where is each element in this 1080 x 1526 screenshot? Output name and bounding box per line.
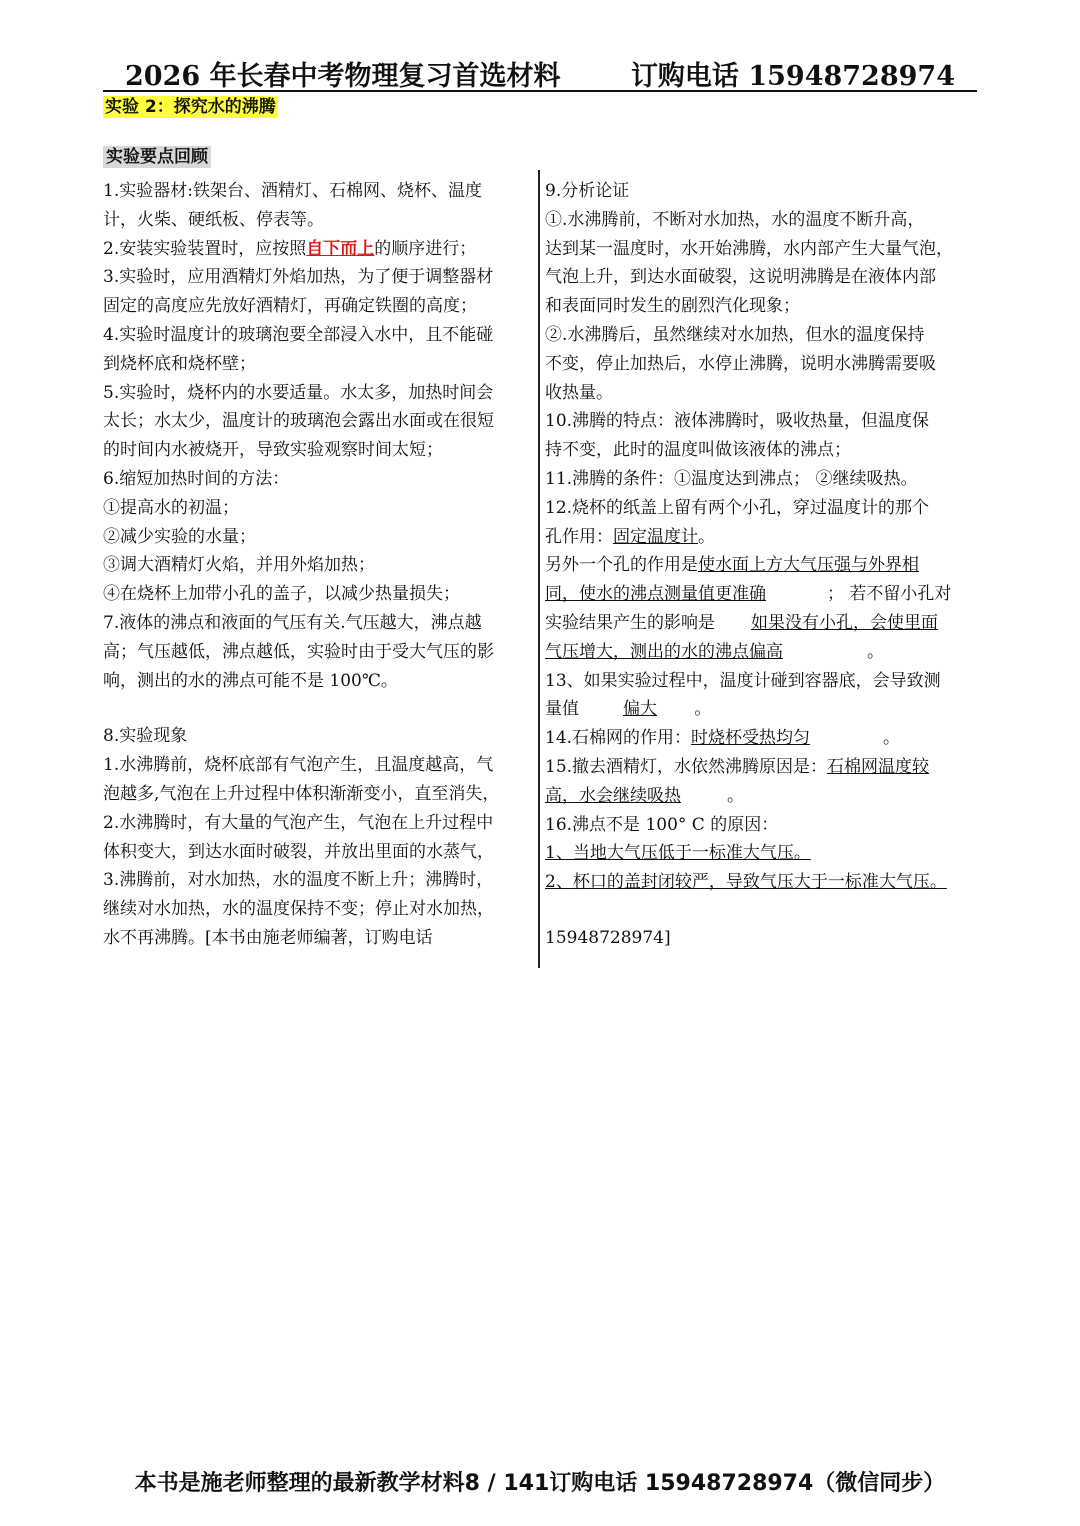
- text-line: 7.液体的沸点和液面的气压有关.气压越大，沸点越: [103, 612, 482, 633]
- underlined-answer: 高，水会继续吸热: [545, 785, 681, 806]
- text-line: 继续对水加热，水的温度保持不变；停止对水加热，: [103, 899, 494, 920]
- underlined-answer: 同，使水的沸点测量值更准确: [545, 584, 766, 605]
- text-line: [545, 609, 980, 638]
- text-line: ①.水沸腾前，不断对水加热，水的温度不断升高，: [545, 209, 925, 230]
- underlined-answer: 固定温度计: [613, 526, 698, 547]
- text-line: 11.沸腾的条件：①温度达到沸点； ②继续吸热。: [545, 468, 918, 489]
- header-phone: 订购电话 15948728974: [630, 61, 955, 92]
- page-footer: 本书是施老师整理的最新教学材料8 / 141订购电话 15948728974（微信同步）: [134, 1471, 946, 1496]
- left-column: [103, 177, 535, 953]
- text-line: 6.缩短加热时间的方法：: [103, 468, 290, 489]
- text-line: 响，测出的水的沸点可能不是 100℃。: [103, 670, 398, 691]
- section-title: 实验要点回顾: [103, 146, 211, 168]
- text-line: 4.实验时温度计的玻璃泡要全部浸入水中，且不能碰: [103, 324, 494, 345]
- underlined-answer: 气压增大，测出的水的沸点偏高: [545, 641, 783, 662]
- text-line: [545, 523, 980, 552]
- text-line: 水不再沸腾。[本书由施老师编著，订购电话: [103, 927, 433, 948]
- text-line: 体积变大，到达水面时破裂，并放出里面的水蒸气，: [103, 841, 494, 862]
- text-line: 1.水沸腾前，烧杯底部有气泡产生，且温度越高，气: [103, 755, 494, 776]
- text-line: 3.沸腾前，对水加热，水的温度不断上升；沸腾时，: [103, 870, 494, 891]
- text-line: 收热量。: [545, 382, 613, 403]
- text-segment: 2.安装实验装置时，应按照: [103, 238, 307, 259]
- underlined-answer: 2、杯口的盖封闭较严，导致气压大于一标准大气压。: [545, 872, 947, 893]
- text-segment: 的顺序进行；: [374, 238, 477, 259]
- underlined-answer: 偏大: [623, 699, 657, 720]
- underlined-answer: 使水面上方大气压强与外界相: [698, 555, 919, 576]
- text-segment: 。: [883, 728, 901, 749]
- text-line: 到烧杯底和烧杯壁；: [103, 353, 256, 374]
- text-line: [545, 724, 980, 753]
- text-line: 2.水沸腾时，有大量的气泡产生，气泡在上升过程中: [103, 812, 494, 833]
- text-segment: ； 若不留小孔对: [827, 584, 952, 605]
- text-line: 气泡上升，到达水面破裂，这说明沸腾是在液体内部: [545, 267, 936, 288]
- text-line: 量值 偏大 。: [545, 695, 980, 724]
- text-line: 高；气压越低，沸点越低，实验时由于受大气压的影: [103, 641, 494, 662]
- text-line: [545, 580, 980, 609]
- blank-gap: [103, 695, 535, 722]
- underlined-answer: 1、当地大气压低于一标准大气压。: [545, 843, 811, 864]
- text-line: 不变，停止加热后，水停止沸腾，说明水沸腾需要吸: [545, 353, 936, 374]
- text-line: 太长；水太少，温度计的玻璃泡会露出水面或在很短: [103, 411, 494, 432]
- text-line: 10.沸腾的特点：液体沸腾时，吸收热量，但温度保: [545, 411, 930, 432]
- column-divider: [538, 170, 540, 968]
- text-line: 的时间内水被烧开，导致实验观察时间太短；: [103, 440, 443, 461]
- right-column: [545, 177, 980, 953]
- text-line: ③调大酒精灯火焰，并用外焰加热；: [103, 555, 375, 576]
- text-segment: 孔作用：: [545, 526, 613, 547]
- page-header: [103, 52, 977, 92]
- underlined-answer: 如果没有小孔，会使里面: [751, 612, 938, 633]
- text-line: 12.烧杯的纸盖上留有两个小孔，穿过温度计的那个: [545, 497, 930, 518]
- text-line: 3.实验时，应用酒精灯外焰加热，为了便于调整器材: [103, 267, 494, 288]
- text-line: 计，火柴、硬纸板、停表等。: [103, 209, 324, 230]
- text-line: [103, 235, 535, 264]
- text-line: 达到某一温度时，水开始沸腾，水内部产生大量气泡，: [545, 238, 953, 259]
- text-segment: 14.石棉网的作用：: [545, 728, 692, 749]
- text-line: 9.分析论证: [545, 181, 630, 201]
- text-line: [545, 839, 980, 868]
- text-line: 泡越多,气泡在上升过程中体积渐渐变小，直至消失，: [103, 783, 500, 804]
- text-line: 13、如果实验过程中，温度计碰到容器底，会导致测: [545, 670, 941, 691]
- text-line: 高，水会继续吸热 。: [545, 782, 980, 811]
- highlight-answer: 自下而上: [306, 238, 375, 259]
- underlined-answer: 石棉网温度较: [827, 756, 930, 777]
- text-line: ④在烧杯上加带小孔的盖子，以减少热量损失；: [103, 584, 460, 605]
- text-line: 气压增大，测出的水的沸点偏高 。: [545, 638, 980, 667]
- text-line: ②.水沸腾后，虽然继续对水加热，但水的温度保持: [545, 324, 925, 345]
- text-segment: 实验结果产生的影响是: [545, 612, 715, 633]
- text-line: 15948728974]: [545, 927, 671, 948]
- text-line: ①提高水的初温；: [103, 497, 239, 518]
- underlined-answer: 时烧杯受热均匀: [691, 728, 811, 749]
- text-line: ②减少实验的水量；: [103, 526, 256, 547]
- text-segment: 量值: [545, 699, 579, 720]
- text-segment: 。: [698, 526, 715, 547]
- text-line: [545, 753, 980, 782]
- text-line: 1.实验器材:铁架台、酒精灯、石棉网、烧杯、温度: [103, 181, 482, 201]
- text-line: 和表面同时发生的剧烈汽化现象；: [545, 296, 800, 317]
- experiment-title: 实验 2：探究水的沸腾: [105, 97, 276, 117]
- header-title: 2026 年长春中考物理复习首选材料: [125, 61, 561, 92]
- blank-gap: [545, 897, 980, 924]
- text-line: 固定的高度应先放好酒精灯，再确定铁圈的高度；: [103, 296, 477, 317]
- text-line: [545, 868, 980, 897]
- text-line: 5.实验时，烧杯内的水要适量。水太多，加热时间会: [103, 382, 494, 403]
- text-segment: 另外一个孔的作用是: [545, 555, 698, 576]
- text-line: 持不变，此时的温度叫做该液体的沸点；: [545, 440, 851, 461]
- text-line: 16.沸点不是 100° C 的原因：: [545, 814, 779, 835]
- text-segment: 15.撤去酒精灯，水依然沸腾原因是：: [545, 756, 828, 777]
- text-line: [545, 551, 980, 580]
- text-line: 8.实验现象: [103, 726, 188, 747]
